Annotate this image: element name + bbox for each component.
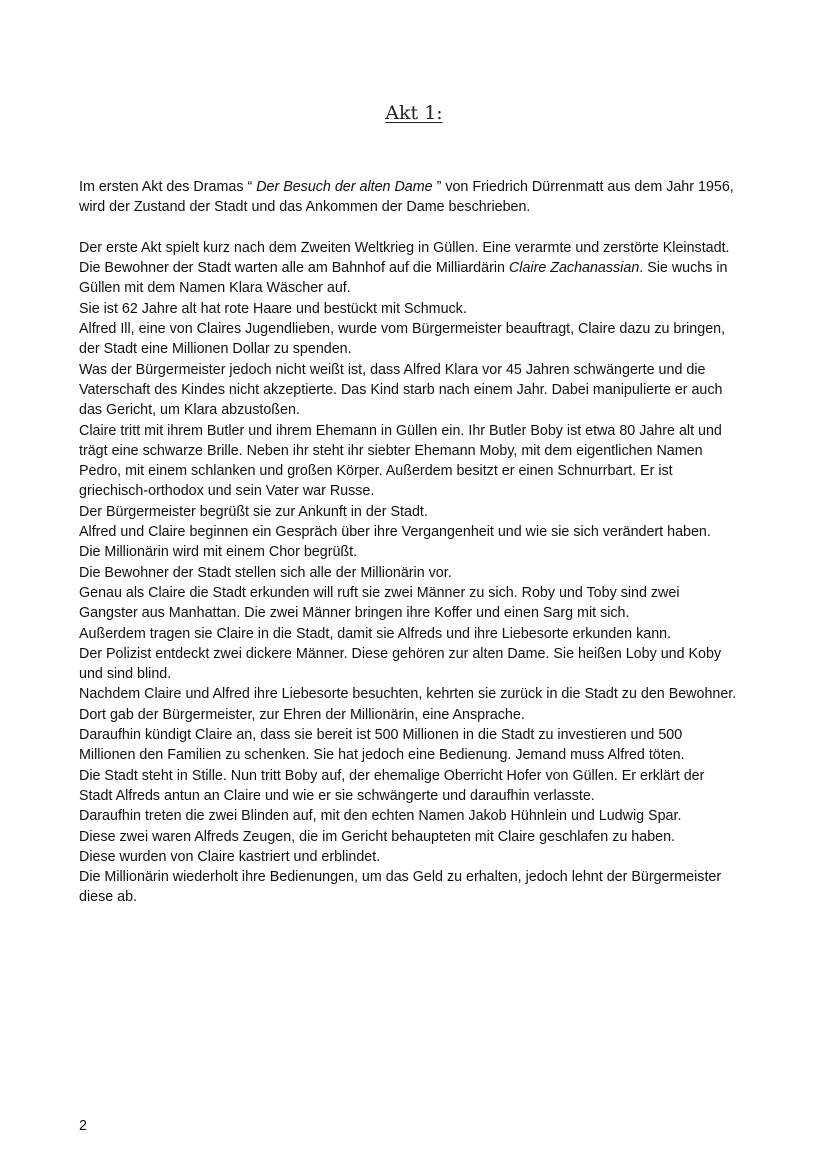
drama-title: Der Besuch der alten Dame — [256, 179, 433, 195]
paragraph: Alfred Ill, eine von Claires Jugendlieben, wurde vom Bürgermeister beauftragt, Claire dazu zu bringen, der Stadt eine Millionen Dollar zu spenden. — [79, 321, 726, 358]
paragraph: Der Polizist entdeckt zwei dickere Männer. Diese gehören zur alten Dame. Sie heißen Loby und Koby und sind blind. — [79, 645, 722, 683]
paragraph: Claire tritt mit ihrem Butler und ihrem Ehemann in Güllen ein. Ihr Butler Boby ist etwa 80 Jahre alt und trägt eine schwarze Brille. Neben ihr steht ihr siebter Ehemann Moby, mit dem eigentlichen Namen Pedro, mit einem schlanken und großen Körper. Außerdem besitzt er einen Schnurrbart. Er ist griechisch-orthodox und sein Vater war Russe. — [79, 422, 722, 500]
document-body — [79, 177, 739, 908]
paragraph: Die Millionärin wiederholt ihre Bedienungen, um das Geld zu erhalten, jedoch lehnt der Bürgermeister diese ab. — [79, 869, 722, 906]
intro-paragraph — [79, 177, 739, 218]
paragraph: Sie ist 62 Jahre alt hat rote Haare und bestückt mit Schmuck. — [79, 300, 467, 317]
page-number: 2 — [79, 1118, 87, 1134]
intro-text-end: ” von Friedrich Dürrenmatt aus dem Jahr 1956, wird der Zustand der Stadt und das Ankommen der Dame beschrieben. — [79, 179, 734, 216]
paragraph: Alfred und Claire beginnen ein Gespräch über ihre Vergangenheit und wie sie sich verändert haben. — [79, 524, 711, 541]
setting-text-start: Der erste Akt spielt kurz nach dem Zweiten Weltkrieg in Güllen. Eine verarmte und zerstörte Kleinstadt. Die Bewohner der Stadt warten alle am Bahnhof auf die Milliardärin — [79, 239, 730, 277]
paragraph: Was der Bürgermeister jedoch nicht weißt ist, dass Alfred Klara vor 45 Jahren schwängerte und die Vaterschaft des Kindes nicht akzeptierte. Das Kind starb nach einem Jahr. Dabei manipulierte er auch das Gericht, um Klara abzustoßen. — [79, 361, 723, 419]
setting-paragraph — [79, 238, 739, 299]
paragraph: Diese wurden von Claire kastriert und erblindet. — [79, 848, 381, 865]
paragraph: Die Stadt steht in Stille. Nun tritt Boby auf, der ehemalige Oberricht Hofer von Güllen. Er erklärt der Stadt Alfreds antun an Claire und wie er sie schwängerte und daraufhin verlasste. — [79, 767, 705, 804]
paragraph: Die Millionärin wird mit einem Chor begrüßt. — [79, 544, 358, 561]
paragraph: Genau als Claire die Stadt erkunden will ruft sie zwei Männer zu sich. Roby und Toby sind zwei Gangster aus Manhattan. Die zwei Männer bringen ihre Koffer und einen Sarg mit sich. — [79, 584, 680, 622]
paragraph: Nachdem Claire und Alfred ihre Liebesorte besuchten, kehrten sie zurück in die Stadt zu den Bewohner. Dort gab der Bürgermeister, zur Ehren der Millionärin, eine Ansprache. — [79, 686, 737, 723]
paragraph: Daraufhin kündigt Claire an, dass sie bereit ist 500 Millionen in die Stadt zu investieren und 500 Millionen den Familien zu schenken. Sie hat jedoch eine Bedienung. Jemand muss Alfred töten. — [79, 727, 685, 764]
paragraph: Der Bürgermeister begrüßt sie zur Ankunft in der Stadt. — [79, 503, 428, 520]
paragraph: Diese zwei waren Alfreds Zeugen, die im Gericht behaupteten mit Claire geschlafen zu haben. — [79, 828, 676, 845]
paragraph: Daraufhin treten die zwei Blinden auf, mit den echten Namen Jakob Hühnlein und Ludwig Spar. — [79, 808, 682, 825]
character-name: Claire Zachanassian — [508, 260, 640, 277]
paragraph: Die Bewohner der Stadt stellen sich alle der Millionärin vor. — [79, 564, 452, 581]
page-title: Akt 1: — [385, 102, 443, 124]
intro-text-start: Im ersten Akt des Dramas “ — [79, 179, 257, 195]
paragraph: Außerdem tragen sie Claire in die Stadt, damit sie Alfreds und ihre Liebesorte erkunden kann. — [79, 625, 672, 642]
setting-text-end: . Sie wuchs in Güllen mit dem Namen Klara Wäscher auf. — [79, 260, 728, 297]
